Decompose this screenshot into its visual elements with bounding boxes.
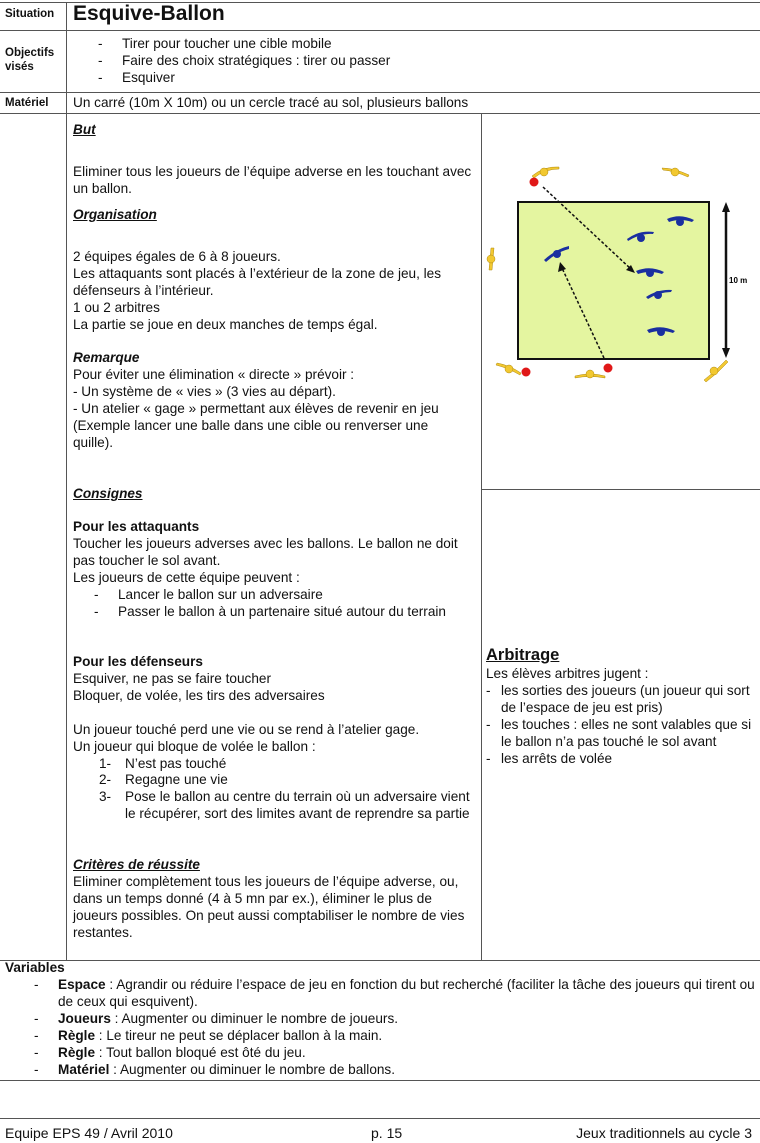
text: Les joueurs de cette équipe peuvent : bbox=[73, 569, 300, 585]
rule bbox=[0, 92, 760, 93]
field-diagram bbox=[480, 140, 760, 400]
variables-heading: Variables bbox=[5, 960, 65, 975]
rule bbox=[0, 113, 760, 114]
dimension-label: 10 m bbox=[729, 276, 748, 285]
attacker-icon bbox=[575, 370, 605, 378]
list-item bbox=[0, 1028, 755, 1045]
consignes-attaquants bbox=[73, 519, 473, 620]
list-item: - Tirer pour toucher une cible mobile bbox=[66, 36, 390, 53]
list-item bbox=[0, 1062, 755, 1079]
ball-icon bbox=[522, 368, 531, 377]
consignes-heading: Consignes bbox=[73, 486, 143, 501]
footer-left: Equipe EPS 49 / Avril 2010 bbox=[5, 1125, 173, 1141]
rule bbox=[66, 2, 67, 960]
list-item bbox=[0, 1045, 755, 1062]
text-line: Pour éviter une élimination « directe » prévoir : bbox=[73, 367, 355, 382]
desc: : Agrandir ou réduire l’espace de jeu en fonction du but recherché (faciliter la tâche des joueurs qui tirent ou de ceux qui esquivent). bbox=[58, 977, 755, 1009]
attacker-icon bbox=[487, 248, 495, 270]
arbitrage-heading: Arbitrage bbox=[486, 646, 560, 664]
text: Esquiver, ne pas se faire toucher bbox=[73, 670, 271, 686]
list-item: - les sorties des joueurs (un joueur qui sort de l’espace de jeu est pris) bbox=[483, 683, 754, 717]
text: Bloquer, de volée, les tirs des adversaires bbox=[73, 687, 325, 703]
but-text: Eliminer tous les joueurs de l’équipe adverse en les touchant avec un ballon. bbox=[73, 164, 472, 196]
attacker-icon bbox=[704, 360, 728, 382]
objectifs-list bbox=[66, 36, 390, 87]
term: Matériel bbox=[58, 1061, 110, 1077]
text-line: 2 équipes égales de 6 à 8 joueurs. bbox=[73, 249, 281, 264]
subheading: Pour les défenseurs bbox=[73, 654, 203, 669]
text: Les élèves arbitres jugent : bbox=[486, 666, 649, 681]
but-heading: But bbox=[73, 122, 96, 137]
text: Un joueur touché perd une vie ou se rend à l’atelier gage. bbox=[73, 721, 420, 737]
desc: : Tout ballon bloqué est ôté du jeu. bbox=[95, 1044, 306, 1060]
criteres-heading: Critères de réussite bbox=[73, 857, 200, 872]
desc: : Augmenter ou diminuer le nombre de ballons. bbox=[109, 1061, 396, 1077]
materiel-label: Matériel bbox=[5, 97, 49, 109]
arbitrage-section bbox=[486, 666, 754, 767]
text-line: La partie se joue en deux manches de temps égal. bbox=[73, 316, 378, 332]
list-item bbox=[73, 789, 473, 823]
ball-icon bbox=[530, 178, 539, 187]
text-line: Les attaquants sont placés à l’extérieur de la zone de jeu, les défenseurs à l’intérieur. bbox=[73, 265, 442, 298]
text: Toucher les joueurs adverses avec les ballons. Le ballon ne doit pas toucher le sol avant. bbox=[73, 535, 458, 568]
consignes-defenseurs bbox=[73, 654, 473, 823]
subheading: Pour les attaquants bbox=[73, 519, 200, 534]
text-line: - Un atelier « gage » permettant aux élèves de revenir en jeu (Exemple lancer une balle dans une cible ou renverser une quille). bbox=[73, 400, 439, 450]
attacker-icon bbox=[532, 167, 559, 178]
item-text: Pose le ballon au centre du terrain où un adversaire vient le récupérer, sort des limites avant de reprendre sa partie bbox=[125, 789, 470, 822]
item-text: Regagne une vie bbox=[125, 772, 228, 788]
remarque-text bbox=[73, 367, 465, 452]
arrow-head bbox=[722, 348, 730, 358]
materiel-text: Un carré (10m X 10m) ou un cercle tracé au sol, plusieurs ballons bbox=[73, 95, 469, 110]
text-line: - Un système de « vies » (3 vies au départ). bbox=[73, 383, 336, 399]
ball-icon bbox=[604, 364, 613, 373]
list-item bbox=[73, 772, 473, 789]
list-item: - Faire des choix stratégiques : tirer ou passer bbox=[66, 53, 390, 70]
criteres-text: Eliminer complètement tous les joueurs de l’équipe adverse, ou, dans un temps donné (4 à 5 mn par ex.), éliminer le plus de joueurs possibles. On peut aussi comptabiliser le nombre de vies restantes. bbox=[73, 874, 465, 940]
list-item: - Lancer le ballon sur un adversaire bbox=[66, 587, 473, 604]
bloque-list bbox=[73, 756, 473, 824]
text: Un joueur qui bloque de volée le ballon : bbox=[73, 738, 316, 754]
remarque-heading: Remarque bbox=[73, 350, 140, 365]
organisation-heading: Organisation bbox=[73, 207, 157, 222]
objectifs-label: Objectifs visés bbox=[5, 47, 55, 73]
rule bbox=[0, 30, 760, 31]
page-number: p. 15 bbox=[371, 1125, 403, 1141]
arbitrage-list bbox=[483, 683, 754, 768]
list-item: - Esquiver bbox=[66, 70, 390, 87]
list-item: - les arrêts de volée bbox=[483, 751, 754, 768]
term: Règle bbox=[58, 1027, 96, 1043]
rule bbox=[0, 1080, 760, 1081]
item-number: 3- bbox=[99, 789, 112, 805]
desc: : Augmenter ou diminuer le nombre de joueurs. bbox=[110, 1010, 399, 1026]
item-text: N’est pas touché bbox=[125, 755, 227, 771]
list-item bbox=[73, 756, 473, 773]
rule bbox=[0, 1118, 760, 1119]
arrow-head bbox=[722, 202, 730, 212]
situation-label: Situation bbox=[5, 8, 55, 20]
desc: : Le tireur ne peut se déplacer ballon à la main. bbox=[95, 1027, 383, 1043]
text-line: 1 ou 2 arbitres bbox=[73, 299, 160, 315]
item-number: 1- bbox=[99, 755, 112, 771]
list-item: - les touches : elles ne sont valables que si le ballon n’a pas touché le sol avant bbox=[483, 717, 754, 751]
list-item bbox=[0, 977, 755, 1011]
list-item bbox=[0, 1011, 755, 1028]
organisation-text bbox=[73, 249, 473, 334]
attacker-icon bbox=[496, 363, 521, 375]
rule bbox=[481, 489, 760, 490]
page-title: Esquive-Ballon bbox=[73, 2, 225, 25]
term: Règle bbox=[58, 1044, 96, 1060]
footer-right: Jeux traditionnels au cycle 3 bbox=[576, 1125, 752, 1141]
term: Espace bbox=[58, 977, 106, 992]
attaquants-list bbox=[66, 587, 473, 621]
list-item: - Passer le ballon à un partenaire situé autour du terrain bbox=[66, 604, 473, 621]
item-number: 2- bbox=[99, 772, 112, 788]
variables-list bbox=[0, 977, 755, 1078]
term: Joueurs bbox=[58, 1010, 111, 1026]
attacker-icon bbox=[662, 168, 689, 177]
rule bbox=[0, 960, 760, 961]
